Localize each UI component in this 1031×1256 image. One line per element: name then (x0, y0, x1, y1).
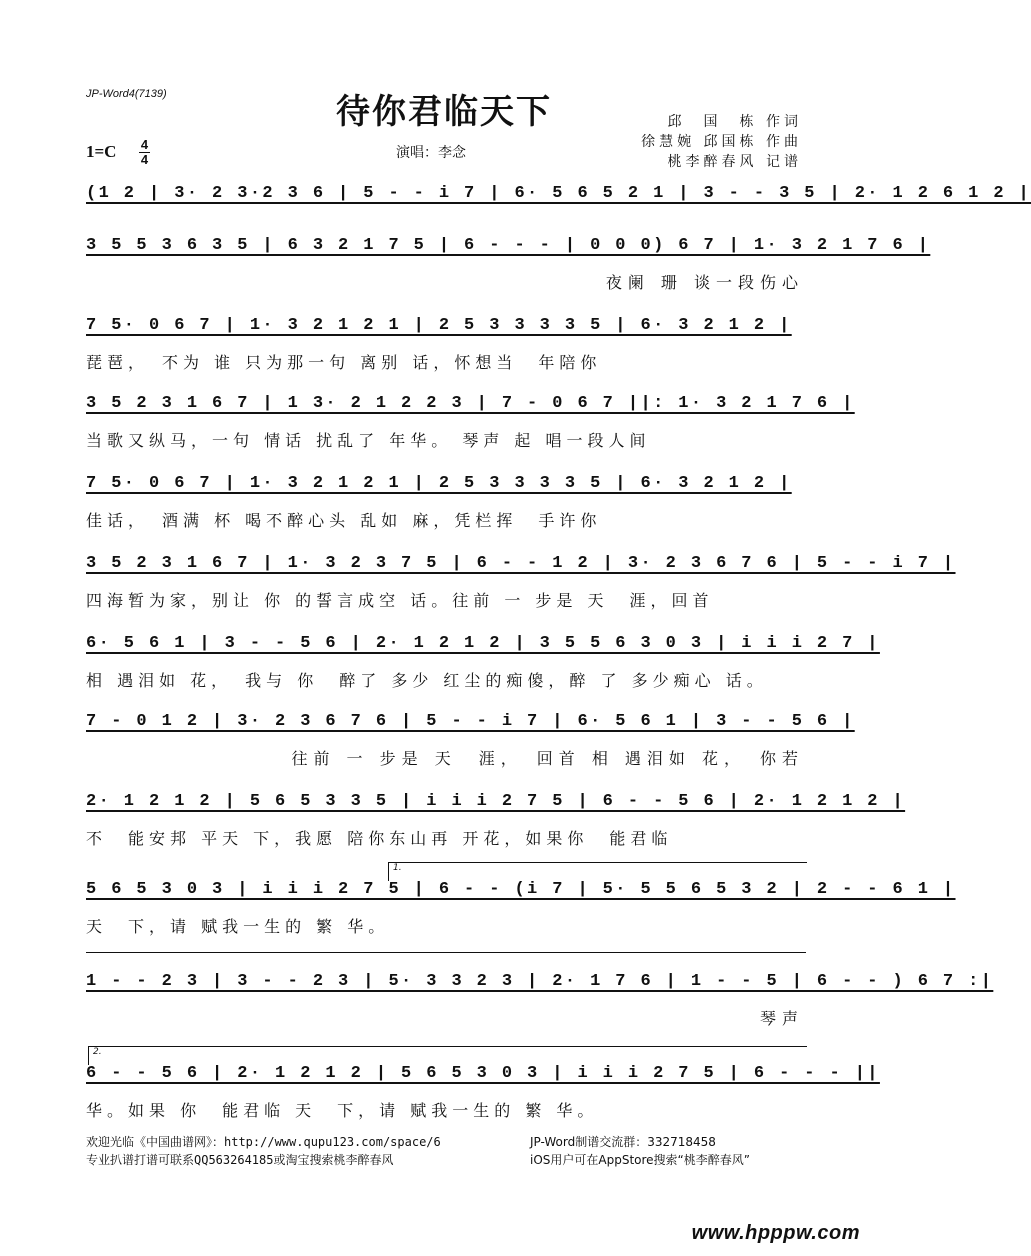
lyrics-line: 琴声 (759, 1009, 804, 1028)
credits (641, 112, 802, 172)
lyrics-line: 四海暂为家，别让 你 的誓言成空 话。往前 一 步是 天 涯，回首 (86, 591, 714, 610)
footer-contact-line: 专业扒谱打谱可联系QQ563264185或淘宝搜索桃李醉春风 (86, 1153, 394, 1167)
notation-line: 3 5 2 3 1 6 7 | 1 3· 2 1 2 2 3 | 7 - 0 6 7 ||: 1· 3 2 1 7 6 | (86, 394, 855, 413)
lyrics-line: 夜阑 珊 谈一段伤心 (605, 273, 804, 292)
footer-website-line: 欢迎光临《中国曲谱网》：http://www.qupu123.com/space/6 (86, 1135, 441, 1149)
transcriber-credit: 桃李醉春风 记谱 (667, 154, 802, 170)
footer-ios-line: iOS用户可在AppStore搜索“桃李醉春风” (530, 1153, 750, 1167)
notation-line: 3 5 5 3 6 3 5 | 6 3 2 1 7 5 | 6 - - - | 0 0 0) 6 7 | 1· 3 2 1 7 6 | (86, 236, 931, 255)
notation-line: 5 6 5 3 0 3 | i i i 2 7 5 | 6 - - (i 7 | 5· 5 5 6 5 3 2 | 2 - - 6 1 | (86, 880, 956, 899)
notation-line: 6· 5 6 1 | 3 - - 5 6 | 2· 1 2 1 2 | 3 5 5 6 3 0 3 | i i i 2 7 | (86, 634, 880, 653)
lyrics-line: 当歌又纵马，一句 情话 扰乱了 年华。 琴声 起 唱一段人间 (86, 431, 651, 450)
lyrics-line: 不 能安邦 平天 下，我愿 陪你东山再 开花，如果你 能君临 (86, 829, 673, 848)
footer-left (86, 1133, 441, 1169)
singer-credit: 演唱：李念 (396, 145, 466, 161)
time-signature-bottom: 4 (140, 152, 149, 167)
key-signature: 1=C (86, 142, 117, 161)
lyrics-line: 佳话， 酒满 杯 喝不醉心头 乱如 麻，凭栏挥 手许你 (86, 511, 602, 530)
page-title: 待你君临天下 (336, 92, 552, 132)
first-ending-continuation (86, 952, 806, 971)
software-label: JP-Word4(7139) (86, 88, 167, 100)
notation-line: 7 5· 0 6 7 | 1· 3 2 1 2 1 | 2 5 3 3 3 3 5 | 6· 3 2 1 2 | (86, 316, 792, 335)
lyrics-line: 相 遇泪如 花， 我与 你 醉了 多少 红尘的痴傻，醉 了 多少痴心 话。 (86, 671, 768, 690)
footer-right (530, 1133, 750, 1169)
notation-line: 1 - - 2 3 | 3 - - 2 3 | 5· 3 3 2 3 | 2· 1 7 6 | 1 - - 5 | 6 - - ) 6 7 :| (86, 972, 994, 991)
footer-group-line: JP-Word制谱交流群：332718458 (530, 1135, 716, 1149)
notation-line: 7 5· 0 6 7 | 1· 3 2 1 2 1 | 2 5 3 3 3 3 5 | 6· 3 2 1 2 | (86, 474, 792, 493)
notation-line: 3 5 2 3 1 6 7 | 1· 3 2 3 7 5 | 6 - - 1 2 | 3· 2 3 6 7 6 | 5 - - i 7 | (86, 554, 956, 573)
second-ending-bracket: 2. (88, 1046, 807, 1065)
lyrics-line: 天 下，请 赋我一生的 繁 华。 (86, 917, 390, 936)
time-signature-top: 4 (140, 137, 149, 152)
lyrics-line: 琵琶， 不为 谁 只为那一句 离别 话，怀想当 年陪你 (86, 353, 602, 372)
notation-line: 2· 1 2 1 2 | 5 6 5 3 3 5 | i i i 2 7 5 | 6 - - 5 6 | 2· 1 2 1 2 | (86, 792, 906, 811)
lyricist-credit: 邱 国 栋 作词 (667, 114, 802, 130)
watermark: www.hpppw.com (691, 1222, 860, 1244)
lyrics-line: 华。如果 你 能君临 天 下，请 赋我一生的 繁 华。 (86, 1101, 599, 1120)
notation-line: 6 - - 5 6 | 2· 1 2 1 2 | 5 6 5 3 0 3 | i i i 2 7 5 | 6 - - - || (86, 1064, 880, 1083)
lyrics-line: 往前 一 步是 天 涯， 回首 相 遇泪如 花， 你若 (291, 749, 804, 768)
notation-line: (1 2 | 3· 2 3·2 3 6 | 5 - - i 7 | 6· 5 6 5 2 1 | 3 - - 3 5 | 2· 1 2 6 1 2 | (86, 184, 1031, 203)
notation-line: 7 - 0 1 2 | 3· 2 3 6 7 6 | 5 - - i 7 | 6· 5 6 1 | 3 - - 5 6 | (86, 712, 855, 731)
first-ending-bracket: 1. (388, 862, 807, 881)
composer-credit: 徐慧婉 邱国栋 作曲 (641, 134, 802, 150)
time-signature (139, 138, 150, 167)
